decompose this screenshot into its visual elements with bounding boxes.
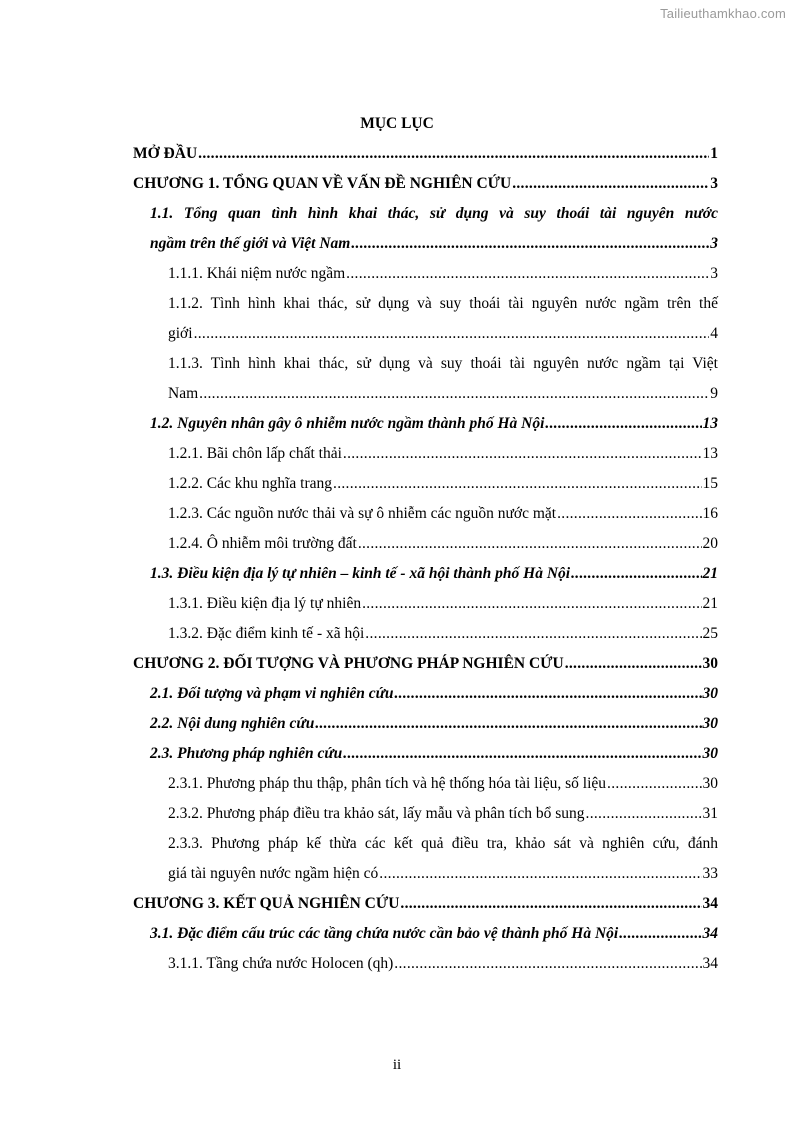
toc-entry[interactable] (150, 715, 718, 733)
toc-entry-text: 2.3. Phương pháp nghiên cứu (150, 745, 343, 762)
toc-entry[interactable] (150, 925, 718, 943)
toc-entry-page: 30 (702, 745, 718, 762)
toc-entry-text: 2.3.1. Phương pháp thu thập, phân tích và hệ thống hóa tài liệu, số liệu (168, 775, 607, 792)
toc-entry-page: 13 (702, 445, 718, 462)
toc-entry-page: 30 (702, 685, 718, 702)
toc-entry-text: 1.1.1. Khái niệm nước ngầm (168, 265, 346, 282)
toc-entry-page: 30 (702, 775, 718, 792)
toc-entry[interactable] (133, 895, 718, 913)
toc-entry-text: 2.3.2. Phương pháp điều tra khảo sát, lấy mẫu và phân tích bổ sung (168, 805, 585, 822)
toc-entry[interactable] (168, 535, 718, 553)
toc-entry-text: 1.2.1. Bãi chôn lấp chất thải (168, 445, 342, 462)
toc-entry-text: 1.2.2. Các khu nghĩa trang (168, 475, 333, 492)
toc-entry[interactable] (168, 595, 718, 613)
toc-entry-page: 30 (702, 715, 718, 732)
toc-entry[interactable] (133, 175, 718, 193)
toc-entry-line1: 1.1.3. Tình hình khai thác, sử dụng và suy thoái tài nguyên nước ngầm tại Việt (168, 355, 718, 372)
toc-entry-text: 2.2. Nội dung nghiên cứu (150, 715, 315, 732)
toc-entry-page: 1 (710, 145, 718, 162)
toc-title: MỤC LỤC (360, 115, 434, 132)
toc-entry-page: 34 (702, 955, 718, 972)
toc-entry-page: 34 (702, 925, 718, 942)
toc-entry[interactable] (168, 625, 718, 643)
toc-entry-text: 1.3.1. Điều kiện địa lý tự nhiên (168, 595, 362, 612)
toc-entry-text: CHƯƠNG 1. TỔNG QUAN VỀ VẤN ĐỀ NGHIÊN CỨU (133, 175, 512, 192)
toc-entry-text: Nam (168, 385, 199, 402)
toc-entry-text: 1.3. Điều kiện địa lý tự nhiên – kinh tế - xã hội thành phố Hà Nội (150, 565, 571, 582)
toc-entry[interactable] (150, 235, 718, 253)
toc-entry[interactable] (168, 385, 718, 403)
toc-entry-page: 34 (702, 895, 718, 912)
toc-entry[interactable] (150, 685, 718, 703)
toc-entry[interactable] (133, 655, 718, 673)
toc-entry-line1: 2.3.3. Phương pháp kế thừa các kết quả điều tra, khảo sát và nghiên cứu, đánh (168, 835, 718, 852)
toc-entry-page: 3 (710, 265, 718, 282)
toc-entry-text: 3.1. Đặc điểm cấu trúc các tầng chứa nước cần bảo vệ thành phố Hà Nội (150, 925, 619, 942)
watermark: Tailieuthamkhao.com (660, 6, 786, 21)
toc-entry-text: CHƯƠNG 3. KẾT QUẢ NGHIÊN CỨU (133, 895, 400, 912)
toc-entry[interactable] (168, 445, 718, 463)
toc-entry-text: MỞ ĐẦU (133, 145, 198, 162)
toc-entry-line1: 1.1. Tổng quan tình hình khai thác, sử dụng và suy thoái tài nguyên nước (150, 205, 718, 222)
toc-entry-page: 16 (702, 505, 718, 522)
toc-entry-page: 15 (702, 475, 718, 492)
toc-entry[interactable] (150, 415, 718, 433)
toc-entry-page: 30 (702, 655, 718, 672)
toc-entry-page: 3 (710, 235, 718, 252)
toc-entry-text: 1.2. Nguyên nhân gây ô nhiễm nước ngầm thành phố Hà Nội (150, 415, 545, 432)
toc-entry-text: giá tài nguyên nước ngầm hiện có (168, 865, 379, 882)
toc-entry-text: ngầm trên thế giới và Việt Nam (150, 235, 351, 252)
toc-entry[interactable] (168, 805, 718, 823)
toc-entry-page: 9 (710, 385, 718, 402)
toc-entry[interactable] (168, 865, 718, 883)
toc-entry-page: 13 (702, 415, 718, 432)
toc-entry-text: 1.2.3. Các nguồn nước thải và sự ô nhiễm các nguồn nước mặt (168, 505, 557, 522)
toc-entry-text: 3.1.1. Tầng chứa nước Holocen (qh) (168, 955, 394, 972)
toc-entry[interactable] (150, 565, 718, 583)
toc-entry[interactable] (168, 775, 718, 793)
toc-entry-line1: 1.1.2. Tình hình khai thác, sử dụng và suy thoái tài nguyên nước ngầm trên thế (168, 295, 718, 312)
toc-entry[interactable] (168, 325, 718, 343)
page-number: ii (392, 1057, 402, 1073)
toc-entry-text: 1.3.2. Đặc điểm kinh tế - xã hội (168, 625, 365, 642)
toc-entry-page: 31 (702, 805, 718, 822)
toc-entry[interactable] (168, 265, 718, 283)
toc-entry[interactable] (133, 145, 718, 163)
toc-entry-text: giới (168, 325, 193, 342)
toc-entry-page: 20 (702, 535, 718, 552)
toc-entry-page: 4 (710, 325, 718, 342)
toc-entry[interactable] (168, 955, 718, 973)
toc-entry-page: 33 (702, 865, 718, 882)
toc-entry[interactable] (168, 505, 718, 523)
toc-entry-text: CHƯƠNG 2. ĐỐI TƯỢNG VÀ PHƯƠNG PHÁP NGHIÊN CỨU (133, 655, 564, 672)
toc-entry[interactable] (150, 745, 718, 763)
toc-entry-page: 21 (702, 595, 718, 612)
toc-entry[interactable] (168, 475, 718, 493)
toc-entry-text: 2.1. Đối tượng và phạm vi nghiên cứu (150, 685, 394, 702)
toc-entry-page: 21 (702, 565, 718, 582)
toc-entry-page: 25 (702, 625, 718, 642)
toc-entry-page: 3 (710, 175, 718, 192)
toc-entry-text: 1.2.4. Ô nhiễm môi trường đất (168, 535, 357, 552)
